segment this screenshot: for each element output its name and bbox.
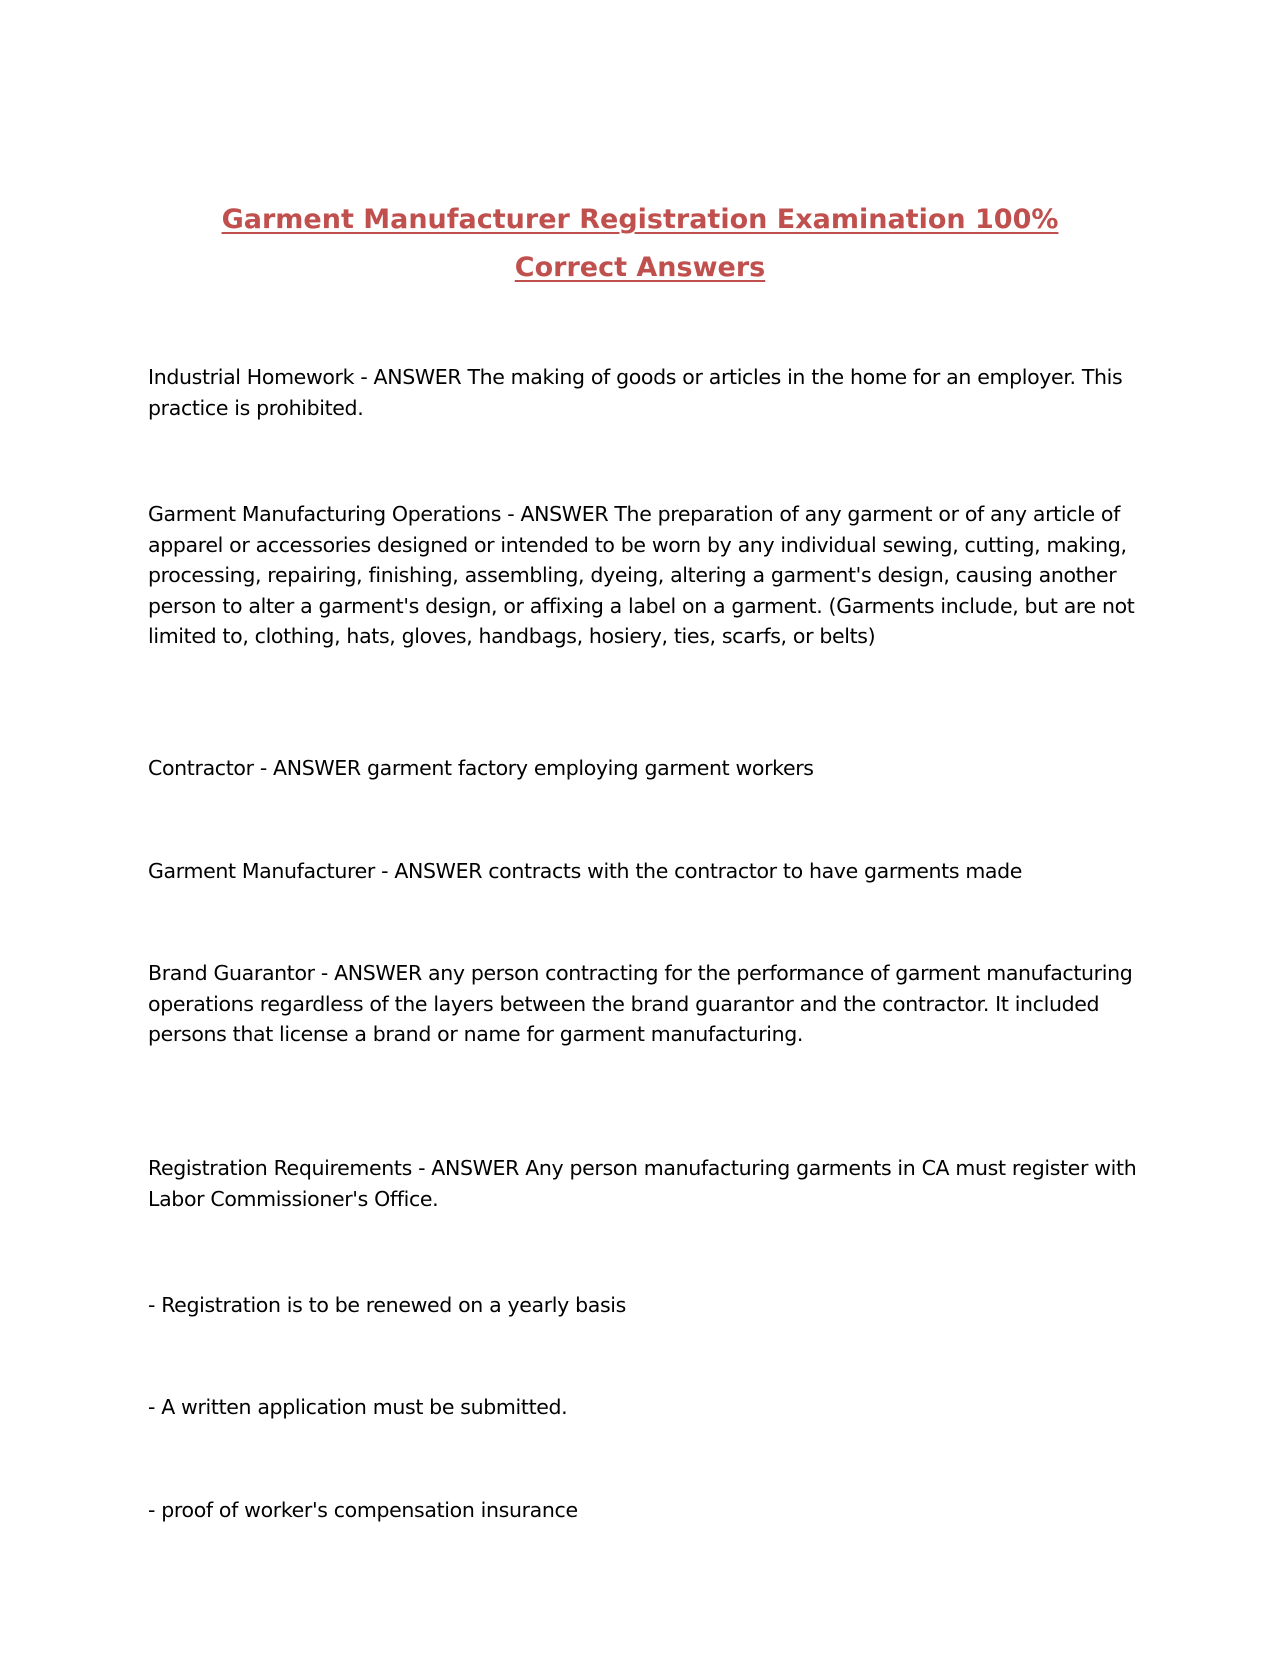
document-title [140,196,1140,292]
title-line-1: Garment Manufacturer Registration Examination 100% [221,204,1059,235]
entry-brand-guarantor: Brand Guarantor - ANSWER any person contracting for the performance of garment manufacturing operations regardless of the layers between the brand guarantor and the contractor. It included persons that license a brand or name for garment manufacturing. [148,961,1133,1046]
entry-garment-manufacturer: Garment Manufacturer - ANSWER contracts with the contractor to have garments made [148,859,1023,883]
entry-registration-requirements: Registration Requirements - ANSWER Any person manufacturing garments in CA must register with Labor Commissioner's Office. [148,1156,1137,1211]
entry-garment-manufacturing-operations: Garment Manufacturing Operations - ANSWER The preparation of any garment or of any article of apparel or accessories designed or intended to be worn by any individual sewing, cutting, making, processing, repairing, finishing, assembling, dyeing, altering a garment's design, causing another person to alter a garment's design, or affixing a label on a garment. (Garments include, but are not limited to, clothing, hats, gloves, handbags, hosiery, ties, scarfs, or belts) [148,502,1135,648]
entry-contractor: Contractor - ANSWER garment factory employing garment workers [148,756,814,780]
entry-industrial-homework: Industrial Homework - ANSWER The making of goods or articles in the home for an employer. This practice is prohibited. [148,365,1123,420]
list-item-renewal: - Registration is to be renewed on a yearly basis [148,1293,626,1317]
title-line-2: Correct Answers [514,252,766,283]
list-item-workers-compensation: - proof of worker's compensation insurance [148,1498,578,1522]
list-item-written-application: - A written application must be submitted. [148,1395,568,1419]
